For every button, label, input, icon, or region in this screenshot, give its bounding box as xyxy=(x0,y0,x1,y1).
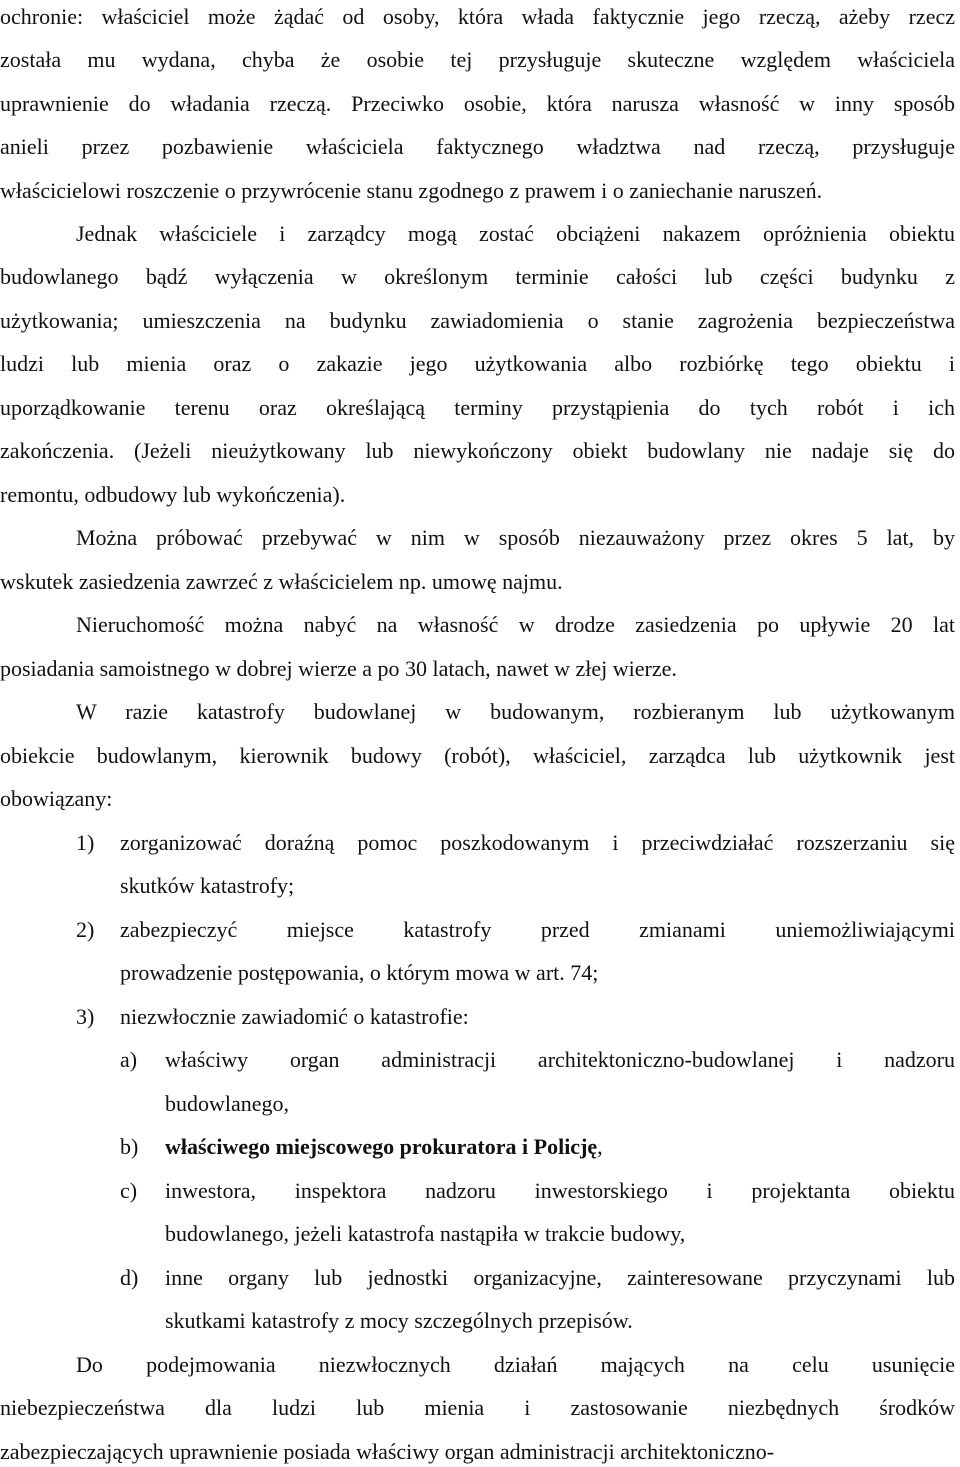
text-line: obowiązany: xyxy=(0,786,113,811)
list-item-line: niezwłocznie zawiadomić o katastrofie: xyxy=(120,1004,469,1029)
paragraph-first-line: Do podejmowania niezwłocznych działań mających na celu usunięcie xyxy=(76,1352,955,1377)
sublist-item-line: budowlanego, xyxy=(165,1091,290,1116)
sublist-letter: d) xyxy=(120,1265,139,1290)
text-line: niebezpieczeństwa dla ludzi lub mienia i zastosowanie niezbędnych środków xyxy=(0,1395,955,1420)
paragraph-first-line: W razie katastrofy budowlanej w budowanym, rozbieranym lub użytkowanym xyxy=(76,699,955,724)
sublist-letter: b) xyxy=(120,1134,139,1159)
text-line: uporządkowanie terenu oraz określającą terminy przystąpienia do tych robót i ich xyxy=(0,395,955,420)
list-item-line: prowadzenie postępowania, o którym mowa w art. 74; xyxy=(120,960,599,985)
paragraph-first-line: Można próbować przebywać w nim w sposób niezauważony przez okres 5 lat, by xyxy=(76,525,955,550)
list-number: 1) xyxy=(76,830,95,855)
list-item-line: skutków katastrofy; xyxy=(120,873,295,898)
sublist-item-line: inne organy lub jednostki organizacyjne, zainteresowane przyczynami lub xyxy=(165,1265,955,1290)
sublist-item-line: skutkami katastrofy z mocy szczególnych przepisów. xyxy=(165,1308,633,1333)
paragraph-first-line: Nieruchomość można nabyć na własność w drodze zasiedzenia po upływie 20 lat xyxy=(76,612,955,637)
paragraph-first-line: Jednak właściciele i zarządcy mogą zostać obciążeni nakazem opróżnienia obiektu xyxy=(76,221,955,246)
text-line: budowlanego bądź wyłączenia w określonym terminie całości lub części budynku z xyxy=(0,264,955,289)
text-line: uprawnienie do władania rzeczą. Przeciwko osobie, która narusza własność w inny sposób xyxy=(0,91,955,116)
text-line: posiadania samoistnego w dobrej wierze a po 30 latach, nawet w złej wierze. xyxy=(0,656,677,681)
sublist-letter: a) xyxy=(120,1047,138,1072)
sublist-item-line: budowlanego, jeżeli katastrofa nastąpiła w trakcie budowy, xyxy=(165,1221,686,1246)
text-line: użytkowania; umieszczenia na budynku zawiadomienia o stanie zagrożenia bezpieczeństwa xyxy=(0,308,955,333)
list-number: 2) xyxy=(76,917,95,942)
text-line: obiekcie budowlanym, kierownik budowy (robót), właściciel, zarządca lub użytkownik jest xyxy=(0,743,955,768)
text-line: ludzi lub mienia oraz o zakazie jego użytkowania albo rozbiórkę tego obiektu i xyxy=(0,351,955,376)
text-line: zakończenia. (Jeżeli nieużytkowany lub niewykończony obiekt budowlany nie nadaje się do xyxy=(0,438,955,463)
sublist-item-line xyxy=(165,1132,603,1162)
list-item-line: zorganizować doraźną pomoc poszkodowanym i przeciwdziałać rozszerzaniu się xyxy=(120,830,955,855)
text-line: właścicielowi roszczenie o przywrócenie stanu zgodnego z prawem i o zaniechanie naruszeń. xyxy=(0,178,823,203)
text-line: anieli przez pozbawienie właściciela faktycznego władztwa nad rzeczą, przysługuje xyxy=(0,134,955,159)
bold-text: właściwego miejscowego prokuratora i Policję xyxy=(165,1134,598,1159)
sublist-letter: c) xyxy=(120,1178,138,1203)
text-line: została mu wydana, chyba że osobie tej przysługuje skuteczne względem właściciela xyxy=(0,47,955,72)
punctuation: , xyxy=(597,1134,603,1159)
text-line: wskutek zasiedzenia zawrzeć z właścicielem np. umowę najmu. xyxy=(0,569,563,594)
list-item-line: zabezpieczyć miejsce katastrofy przed zmianami uniemożliwiającymi xyxy=(120,917,955,942)
text-line: remontu, odbudowy lub wykończenia). xyxy=(0,482,346,507)
sublist-item-line: inwestora, inspektora nadzoru inwestorskiego i projektanta obiektu xyxy=(165,1178,955,1203)
list-number: 3) xyxy=(76,1004,95,1029)
text-line: zabezpieczających uprawnienie posiada właściwy organ administracji architektoniczno- xyxy=(0,1439,775,1464)
text-line: ochronie: właściciel może żądać od osoby, która włada faktycznie jego rzeczą, ażeby rzecz xyxy=(0,4,955,29)
sublist-item-line: właściwy organ administracji architektoniczno-budowlanej i nadzoru xyxy=(165,1047,955,1072)
